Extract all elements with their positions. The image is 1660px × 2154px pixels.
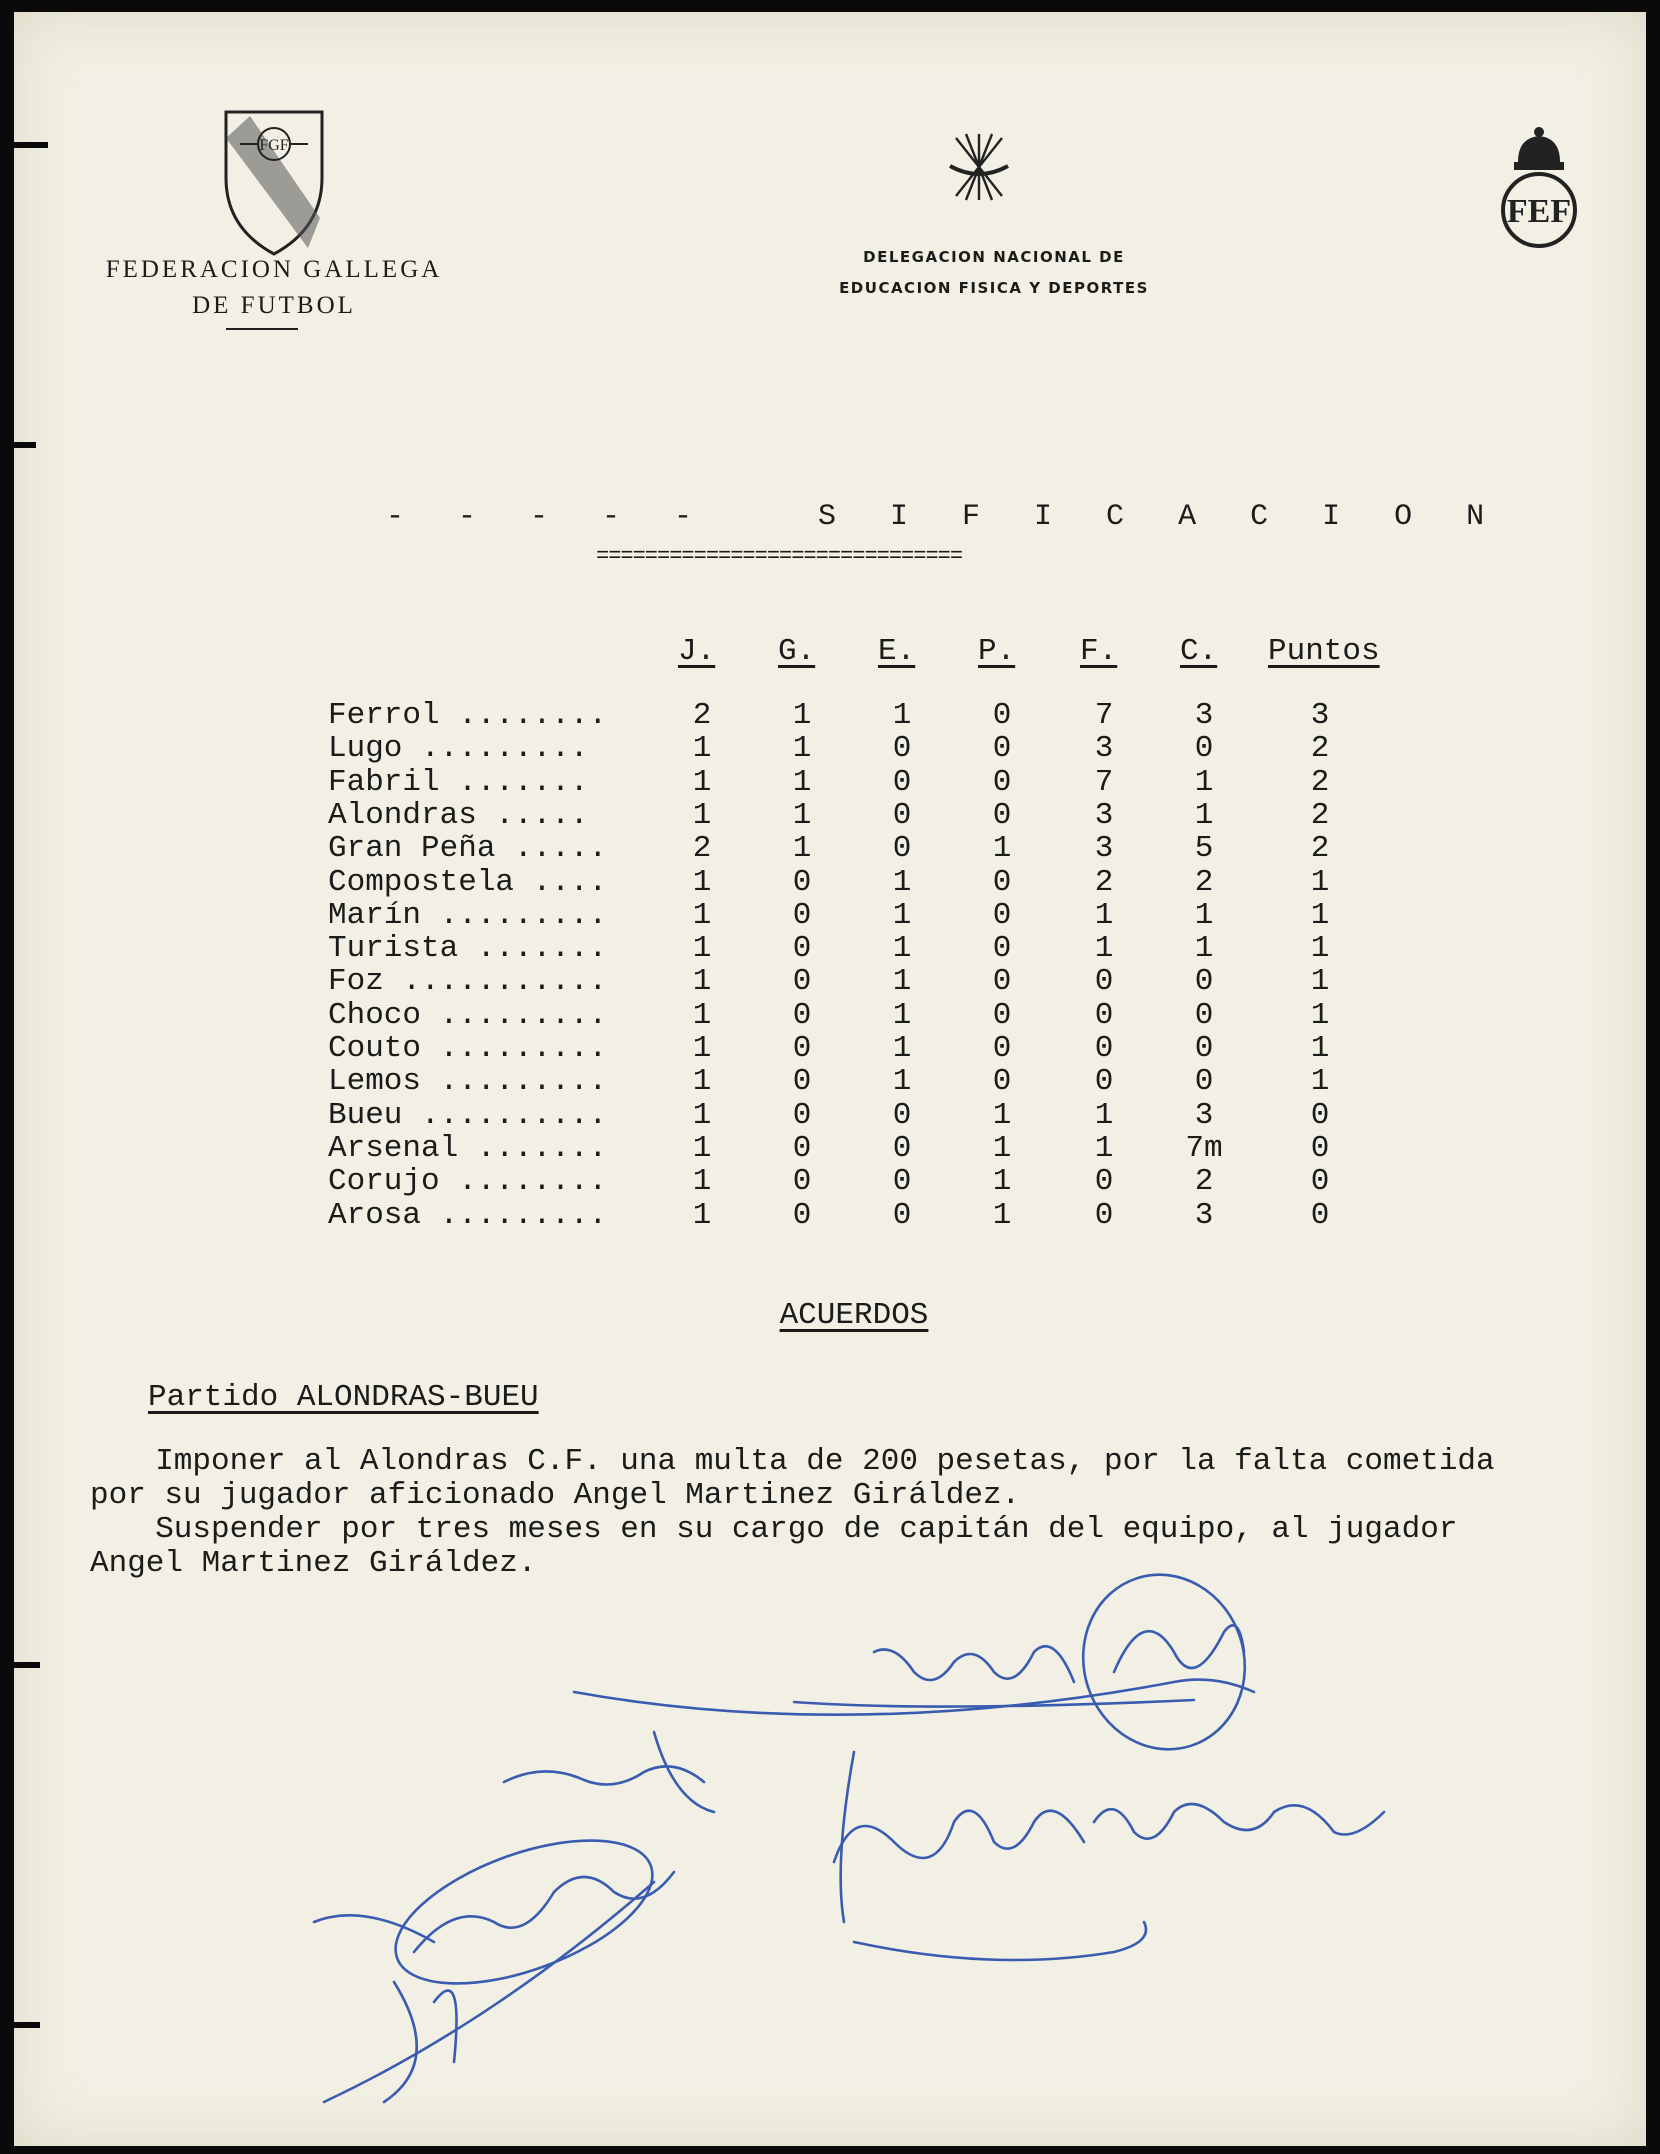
table-cell: 1 (1310, 997, 1330, 1033)
table-cell: 1 (692, 764, 712, 800)
table-cell: 1 (692, 1097, 712, 1133)
table-cell: 2 (1310, 764, 1330, 800)
table-cell: 2 (1310, 797, 1330, 833)
team-name: Gran Peña ..... (328, 831, 608, 867)
table-cell: 1 (892, 864, 912, 900)
team-name: Marín ......... (328, 897, 608, 933)
team-name: Alondras ..... (328, 797, 589, 833)
team-name: Foz ........... (328, 964, 608, 1000)
table-cell: 1 (792, 764, 812, 800)
table-cell: 0 (1094, 1031, 1114, 1066)
delegation-line-2: EDUCACION FISICA Y DEPORTES (839, 279, 1149, 297)
table-cell: 1 (692, 797, 712, 833)
table-cell: 1 (792, 831, 812, 867)
federation-line-1: FEDERACION GALLEGA (105, 256, 443, 283)
table-cell: 2 (1310, 831, 1330, 867)
team-name: Lugo ......... (328, 731, 589, 767)
punch-mark (14, 442, 36, 448)
table-cell: 0 (792, 931, 812, 967)
table-cell: 1 (792, 698, 812, 733)
acuerdos-line-2: por su jugador aficionado Angel Martinez Giráldez. (90, 1478, 1021, 1513)
table-cell: 2 (1310, 731, 1330, 767)
crowned-fef-crest-icon (1496, 124, 1582, 252)
col-header-g: G. (778, 634, 816, 669)
table-cell: 1 (692, 997, 712, 1033)
table-cell: 0 (1194, 1064, 1214, 1100)
table-cell: 0 (792, 1097, 812, 1133)
table-cell: 1 (992, 1164, 1012, 1200)
table-cell: 1 (1310, 931, 1330, 967)
table-cell: 1 (692, 1064, 712, 1100)
acuerdos-line-1: Imponer al Alondras C.F. una multa de 200 pesetas, por la falta cometida (118, 1444, 1495, 1479)
table-cell: 1 (792, 731, 812, 767)
table-cell: 3 (1310, 698, 1330, 733)
table-cell: 7m (1185, 1130, 1223, 1166)
table-cell: 0 (992, 964, 1012, 1000)
table-cell: 1 (1094, 1097, 1114, 1133)
table-cell: 0 (792, 1064, 812, 1100)
table-cell: 0 (992, 1064, 1012, 1100)
col-header-puntos: Puntos (1268, 634, 1380, 669)
team-name: Turista ....... (328, 931, 608, 967)
table-cell: 1 (892, 897, 912, 933)
table-cell: 1 (1094, 931, 1114, 967)
table-cell: 1 (1194, 897, 1214, 933)
document-page (14, 12, 1646, 2146)
team-name: Ferrol ........ (328, 698, 608, 733)
acuerdos-line-3: Suspender por tres meses en su cargo de capitán del equipo, al jugador (118, 1512, 1458, 1547)
table-cell: 3 (1094, 731, 1114, 767)
yoke-arrows-icon (946, 130, 1012, 204)
table-cell: 0 (1310, 1164, 1330, 1200)
table-cell: 1 (892, 1064, 912, 1100)
table-cell: 2 (1194, 1164, 1214, 1200)
table-cell: 0 (1310, 1097, 1330, 1133)
table-cell: 0 (792, 964, 812, 1000)
svg-text:FGF: FGF (259, 137, 289, 154)
table-cell: 1 (692, 1164, 712, 1200)
table-cell: 1 (1310, 1031, 1330, 1066)
team-name: Lemos ......... (328, 1064, 608, 1100)
table-cell: 0 (792, 864, 812, 900)
table-cell: 1 (1310, 897, 1330, 933)
table-cell: 1 (1194, 931, 1214, 967)
table-cell: 0 (892, 764, 912, 800)
table-cell: 0 (892, 1164, 912, 1200)
federation-name (94, 252, 454, 324)
table-cell: 1 (992, 1197, 1012, 1233)
federation-line-2: DE FUTBOL (192, 292, 356, 319)
table-cell: 1 (892, 698, 912, 733)
table-cell: 1 (692, 1130, 712, 1166)
table-cell: 1 (1310, 1064, 1330, 1100)
table-cell: 0 (992, 764, 1012, 800)
delegation-name (784, 242, 1204, 304)
table-cell: 1 (692, 964, 712, 1000)
table-cell: 0 (792, 897, 812, 933)
table-cell: 1 (692, 1031, 712, 1066)
table-cell: 1 (1094, 897, 1114, 933)
table-cell: 0 (992, 931, 1012, 967)
table-cell: 0 (992, 698, 1012, 733)
table-cell: 0 (992, 897, 1012, 933)
table-cell: 2 (692, 698, 712, 733)
table-cell: 0 (1310, 1130, 1330, 1166)
table-cell: 7 (1094, 698, 1114, 733)
table-cell: 0 (992, 997, 1012, 1033)
table-cell: 0 (792, 1164, 812, 1200)
team-name: Arosa ......... (328, 1197, 608, 1233)
table-cell: 0 (1194, 997, 1214, 1033)
partido-heading: Partido ALONDRAS-BUEU (148, 1380, 539, 1415)
punch-mark (14, 1662, 40, 1668)
table-cell: 1 (692, 931, 712, 967)
table-cell: 3 (1094, 831, 1114, 867)
table-cell: 0 (892, 1197, 912, 1233)
table-cell: 0 (892, 731, 912, 767)
table-cell: 1 (892, 931, 912, 967)
col-header-f: F. (1080, 634, 1118, 669)
team-name: Couto ......... (328, 1031, 608, 1066)
table-cell: 0 (1094, 1064, 1114, 1100)
table-cell: 0 (892, 831, 912, 867)
table-cell: 3 (1194, 1197, 1214, 1233)
col-header-e: E. (878, 634, 916, 669)
team-name: Fabril ....... (328, 764, 589, 800)
table-cell: 0 (792, 997, 812, 1033)
table-cell: 0 (1194, 731, 1214, 767)
table-cell: 0 (992, 1031, 1012, 1066)
team-name: Choco ......... (328, 997, 608, 1033)
team-name: Corujo ........ (328, 1164, 608, 1200)
table-cell: 1 (692, 897, 712, 933)
team-name: Bueu .......... (328, 1097, 608, 1133)
table-cell: 3 (1194, 1097, 1214, 1133)
table-cell: 1 (1310, 964, 1330, 1000)
table-cell: 3 (1194, 698, 1214, 733)
table-cell: 1 (892, 964, 912, 1000)
table-cell: 0 (992, 797, 1012, 833)
title-double-rule: ============================== (596, 544, 963, 569)
acuerdos-heading: ACUERDOS (779, 1298, 929, 1333)
col-header-j: J. (678, 634, 716, 669)
table-cell: 1 (1094, 1130, 1114, 1166)
table-cell: 0 (1094, 1197, 1114, 1233)
table-cell: 1 (992, 1097, 1012, 1133)
table-cell: 3 (1094, 797, 1114, 833)
table-cell: 0 (1094, 964, 1114, 1000)
table-cell: 1 (1194, 764, 1214, 800)
table-cell: 1 (692, 1197, 712, 1233)
table-cell: 0 (792, 1197, 812, 1233)
col-header-c: C. (1180, 634, 1218, 669)
table-cell: 2 (692, 831, 712, 867)
table-cell: 1 (992, 831, 1012, 867)
table-cell: 1 (992, 1130, 1012, 1166)
punch-mark (14, 2022, 40, 2028)
col-header-p: P. (978, 634, 1016, 669)
page-title: - - - - - S I F I C A C I O N (386, 500, 1503, 534)
table-cell: 1 (792, 797, 812, 833)
table-cell: 0 (992, 864, 1012, 900)
table-cell: 1 (1310, 864, 1330, 900)
federation-rule (226, 328, 298, 330)
fgf-shield-icon (220, 108, 328, 258)
svg-text:FEF: FEF (1506, 193, 1572, 230)
table-cell: 1 (892, 997, 912, 1033)
table-cell: 0 (892, 1130, 912, 1166)
handwritten-signatures-icon (294, 1542, 1514, 2142)
table-cell: 1 (692, 731, 712, 767)
team-name: Arsenal ....... (328, 1130, 608, 1166)
table-cell: 0 (1194, 1031, 1214, 1066)
table-cell: 1 (892, 1031, 912, 1066)
table-cell: 0 (792, 1130, 812, 1166)
table-cell: 0 (1094, 1164, 1114, 1200)
table-cell: 0 (992, 731, 1012, 767)
table-cell: 0 (792, 1031, 812, 1066)
table-cell: 0 (1194, 964, 1214, 1000)
punch-mark (14, 142, 48, 148)
delegation-line-1: DELEGACION NACIONAL DE (863, 248, 1125, 266)
acuerdos-line-4: Angel Martinez Giráldez. (90, 1546, 537, 1581)
table-cell: 7 (1094, 764, 1114, 800)
table-cell: 5 (1194, 831, 1214, 867)
table-cell: 2 (1194, 864, 1214, 900)
table-cell: 1 (1194, 797, 1214, 833)
table-cell: 2 (1094, 864, 1114, 900)
table-cell: 0 (892, 1097, 912, 1133)
team-name: Compostela .... (328, 864, 608, 900)
table-cell: 0 (1310, 1197, 1330, 1233)
table-cell: 1 (692, 864, 712, 900)
table-cell: 0 (892, 797, 912, 833)
table-cell: 0 (1094, 997, 1114, 1033)
